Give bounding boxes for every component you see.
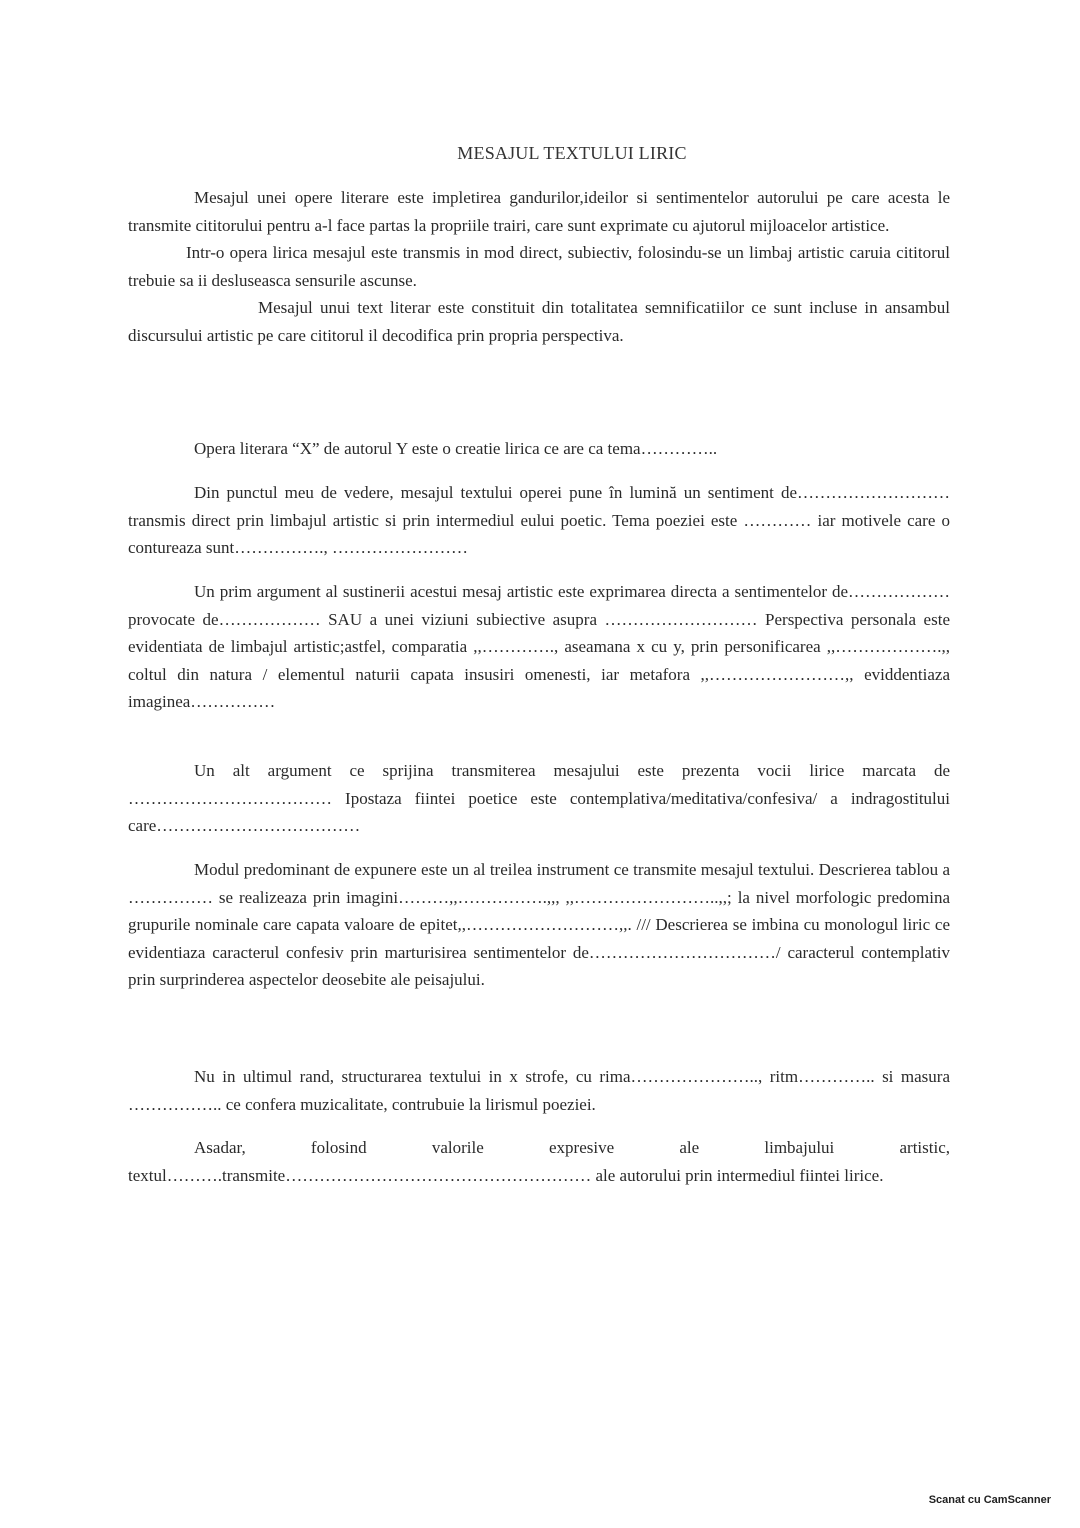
intro-paragraph-2: Intr-o opera lirica mesajul este transmis in mod direct, subiectiv, folosindu-se un limbaj artistic caruia cititorul trebuie sa ii desluseasca sensurile ascunse. [128, 243, 950, 290]
intro-section [128, 184, 950, 349]
paragraph-second-argument-text: Un alt argument ce sprijina transmiterea mesajului este prezenta vocii lirice marcata de ……………………………… Ipostaza fiintei poetice este contemplativa/meditativa/confesiva/ a indragostitului care……………………………… [128, 761, 950, 835]
paragraph-theme-text: Opera literara “X” de autorul Y este o creatie lirica ce are ca tema………….. [194, 439, 718, 458]
paragraph-theme [128, 435, 950, 463]
paragraph-conclusion-text: Asadar, folosind valorile expresive ale limbajului artistic, textul……….transmite……………………………………………… ale autorului prin intermediul fiintei lirice. [128, 1138, 950, 1185]
intro-paragraph-3: Mesajul unui text literar este constituit din totalitatea semnificatiilor ce sunt incluse in ansambul discursului artistic pe care cititorul il decodifica prin propria perspectiva. [128, 298, 950, 345]
scanner-watermark: Scanat cu CamScanner [928, 1494, 1051, 1506]
page-title: MESAJUL TEXTULUI LIRIC [457, 143, 687, 163]
paragraph-structure [128, 1063, 950, 1118]
paragraph-second-argument [128, 757, 950, 840]
paragraph-message-text: Din punctul meu de vedere, mesajul textului operei pune în lumină un sentiment de………………………transmis direct prin limbajul artistic si prin intermediul eului poetic. Tema poeziei este ………… iar motivele care o contureaza sunt……………., …………………… [128, 483, 950, 557]
paragraph-conclusion [128, 1134, 950, 1189]
paragraph-message [128, 479, 950, 562]
paragraph-structure-text: Nu in ultimul rand, structurarea textului in x strofe, cu rima………………….., ritm………….. si masura …………….. ce confera muzicalitate, contrubuie la lirismul poeziei. [128, 1067, 950, 1114]
paragraph-first-argument [128, 578, 950, 716]
paragraph-first-argument-text: Un prim argument al sustinerii acestui mesaj artistic este exprimarea directa a sentimentelor de………………provocate de……………… SAU a unei viziuni subiective asupra ……………………… Perspectiva personala este evidentiata de limbajul artistic;astfel, comparatia ,,…………., aseamana x cu y, prin personificarea ,,……………….,, coltul din natura / elementul naturii capata insusiri omenesti, iar metafora ,,……………………,, eviddentiaza imaginea…………… [128, 582, 950, 711]
intro-paragraph-1: Mesajul unei opere literare este impletirea gandurilor,ideilor si sentimentelor autorului pe care acesta le transmite cititorului pentru a-l face partas la propriile trairi, care sunt exprimate cu ajutorul mijloacelor artistice. [128, 188, 950, 235]
paragraph-exposition-text: Modul predominant de expunere este un al treilea instrument ce transmite mesajul textului. Descrierea tablou a …………… se realizeaza prin imagini………,,…………….,,, ,,……………………..,,; la nivel morfologic predomina grupurile nominale care capata valoare de epitet,,………………………,,. /// Descrierea se imbina cu monologul liric ce evidentiaza caracterul confesiv prin marturisirea sentimentelor de……………………………/ caracterul contemplativ prin surprinderea aspectelor deosebite ale peisajului. [128, 860, 950, 989]
paragraph-exposition [128, 856, 950, 994]
